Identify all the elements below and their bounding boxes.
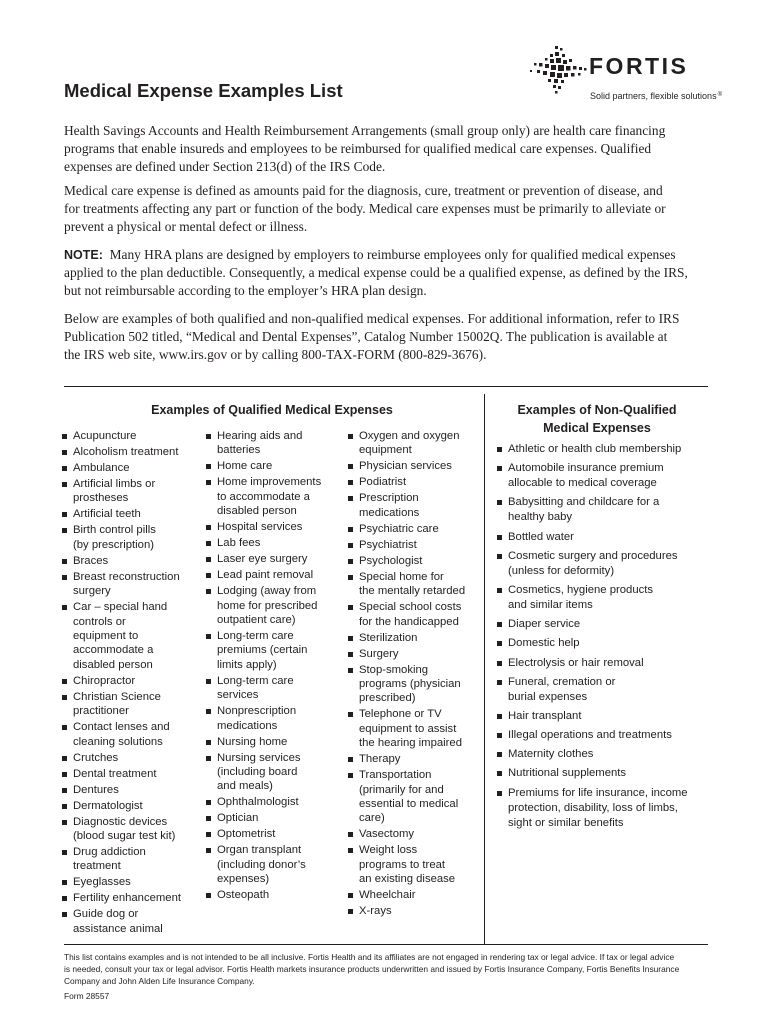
list-item: Optician: [205, 811, 321, 825]
list-item: Psychologist: [347, 554, 465, 568]
list-item: Contact lenses and cleaning solutions: [61, 720, 181, 749]
list-item: Car – special hand controls or equipment to accommodate a disabled person: [61, 600, 181, 672]
list-item: Osteopath: [205, 888, 321, 902]
definition-paragraph: Medical care expense is defined as amounts paid for the diagnosis, cure, treatment or prevention of disease, and for treatments affecting any part or function of the body. Medical care expenses must be primarily to alleviate or prevent a physical or mental defect or illness.: [64, 183, 666, 234]
list-item: Eyeglasses: [61, 875, 181, 889]
list-item: Vasectomy: [347, 827, 465, 841]
list-item: Cosmetics, hygiene products and similar items: [497, 583, 688, 613]
list-item: Christian Science practitioner: [61, 690, 181, 719]
list-item: Long-term care services: [205, 674, 321, 703]
page-title: Medical Expense Examples List: [64, 80, 343, 101]
note-paragraph: NOTE: Many HRA plans are designed by employers to reimburse employees only for qualified medical expenses applied to the plan deductible. Consequently, a medical expense could be a qualified expense, as defined by the IRS, but not reimbursable according to the employer’s HRA plan design.: [64, 247, 688, 298]
list-item: Fertility enhancement: [61, 891, 181, 905]
list-item: Nursing home: [205, 735, 321, 749]
form-number: Form 28557: [64, 991, 110, 1001]
list-item: Crutches: [61, 751, 181, 765]
qualified-heading: Examples of Qualified Medical Expenses: [151, 403, 393, 417]
intro-paragraph: Health Savings Accounts and Health Reimbursement Arrangements (small group only) are health care financing programs that enable insureds and employees to be reimbursed for qualified medical care expenses. Qualified expenses are defined under Section 213(d) of the IRS Code.: [64, 123, 666, 174]
list-item: Automobile insurance premium allocable to medical coverage: [497, 461, 688, 491]
brand-name: FORTIS: [589, 53, 689, 79]
list-item: Psychiatrist: [347, 538, 465, 552]
list-item: Home care: [205, 459, 321, 473]
list-item: Sterilization: [347, 631, 465, 645]
list-item: Laser eye surgery: [205, 552, 321, 566]
non-qualified-list: [497, 442, 688, 835]
list-item: Lab fees: [205, 536, 321, 550]
list-item: Surgery: [347, 647, 465, 661]
list-item: Electrolysis or hair removal: [497, 656, 688, 671]
qualified-column-2: [205, 429, 321, 904]
list-item: Chiropractor: [61, 674, 181, 688]
list-item: Home improvements to accommodate a disabled person: [205, 475, 321, 518]
list-item: Bottled water: [497, 530, 688, 545]
list-item: Ambulance: [61, 461, 181, 475]
disclaimer: This list contains examples and is not intended to be all inclusive. Fortis Health and its affiliates are not engaged in rendering tax or legal advice. If tax or legal advice is needed, consult your tax or legal advisor. Fortis Health markets insurance products underwritten and issued by Fortis Insurance Company, Fortis Benefits Insurance Company and John Alden Life Insurance Company.: [64, 952, 680, 986]
list-item: Diaper service: [497, 617, 688, 632]
qualified-column-3: [347, 429, 465, 920]
list-item: Nutritional supplements: [497, 766, 688, 781]
qualified-column-1: [61, 429, 181, 938]
list-item: Dentures: [61, 783, 181, 797]
brand-tagline: Solid partners, flexible solutions®: [590, 91, 722, 101]
list-item: Maternity clothes: [497, 747, 688, 762]
list-item: Domestic help: [497, 636, 688, 651]
list-item: Cosmetic surgery and procedures (unless for deformity): [497, 549, 688, 579]
list-item: Stop-smoking programs (physician prescribed): [347, 663, 465, 706]
list-item: Nonprescription medications: [205, 704, 321, 733]
list-item: Diagnostic devices (blood sugar test kit): [61, 815, 181, 844]
fortis-logo: [528, 44, 733, 106]
list-item: Braces: [61, 554, 181, 568]
list-item: Hospital services: [205, 520, 321, 534]
list-item: Funeral, cremation or burial expenses: [497, 675, 688, 705]
list-item: Illegal operations and treatments: [497, 728, 688, 743]
list-item: Birth control pills (by prescription): [61, 523, 181, 552]
list-item: Dental treatment: [61, 767, 181, 781]
list-item: Lodging (away from home for prescribed outpatient care): [205, 584, 321, 627]
list-item: Transportation (primarily for and essential to medical care): [347, 768, 465, 826]
list-item: Lead paint removal: [205, 568, 321, 582]
list-item: Psychiatric care: [347, 522, 465, 536]
list-item: Podiatrist: [347, 475, 465, 489]
bottom-divider: [64, 944, 708, 945]
list-item: Acupuncture: [61, 429, 181, 443]
list-item: Optometrist: [205, 827, 321, 841]
non-qualified-heading: Examples of Non-Qualified Medical Expenses: [517, 403, 677, 435]
list-item: Physician services: [347, 459, 465, 473]
list-item: Hearing aids and batteries: [205, 429, 321, 458]
list-item: Oxygen and oxygen equipment: [347, 429, 465, 458]
list-item: Prescription medications: [347, 491, 465, 520]
list-item: Drug addiction treatment: [61, 845, 181, 874]
column-divider: [484, 394, 485, 944]
list-item: Hair transplant: [497, 709, 688, 724]
list-item: Alcoholism treatment: [61, 445, 181, 459]
list-item: Premiums for life insurance, income protection, disability, loss of limbs, sight or similar benefits: [497, 786, 688, 831]
list-item: Artificial limbs or prostheses: [61, 477, 181, 506]
list-item: Breast reconstruction surgery: [61, 570, 181, 599]
list-item: Telephone or TV equipment to assist the hearing impaired: [347, 707, 465, 750]
list-item: Nursing services (including board and meals): [205, 751, 321, 794]
list-item: Special home for the mentally retarded: [347, 570, 465, 599]
list-item: Organ transplant (including donor’s expenses): [205, 843, 321, 886]
registered-mark: ®: [717, 92, 722, 98]
list-item: Special school costs for the handicapped: [347, 600, 465, 629]
list-item: Therapy: [347, 752, 465, 766]
examples-intro-paragraph: Below are examples of both qualified and non-qualified medical expenses. For additional information, refer to IRS Publication 502 titled, “Medical and Dental Expenses”, Catalog Number 15002Q. The publication is available at the IRS web site, www.irs.gov or by calling 800-TAX-FORM (800-829-3676).: [64, 311, 680, 362]
list-item: X-rays: [347, 904, 465, 918]
fortis-logo-mark-icon: [528, 44, 588, 96]
list-item: Ophthalmologist: [205, 795, 321, 809]
top-divider: [64, 386, 708, 387]
list-item: Wheelchair: [347, 888, 465, 902]
list-item: Athletic or health club membership: [497, 442, 688, 457]
list-item: Babysitting and childcare for a healthy baby: [497, 495, 688, 525]
list-item: Weight loss programs to treat an existing disease: [347, 843, 465, 886]
list-item: Guide dog or assistance animal: [61, 907, 181, 936]
list-item: Artificial teeth: [61, 507, 181, 521]
list-item: Long-term care premiums (certain limits apply): [205, 629, 321, 672]
note-label: NOTE:: [64, 248, 103, 262]
list-item: Dermatologist: [61, 799, 181, 813]
